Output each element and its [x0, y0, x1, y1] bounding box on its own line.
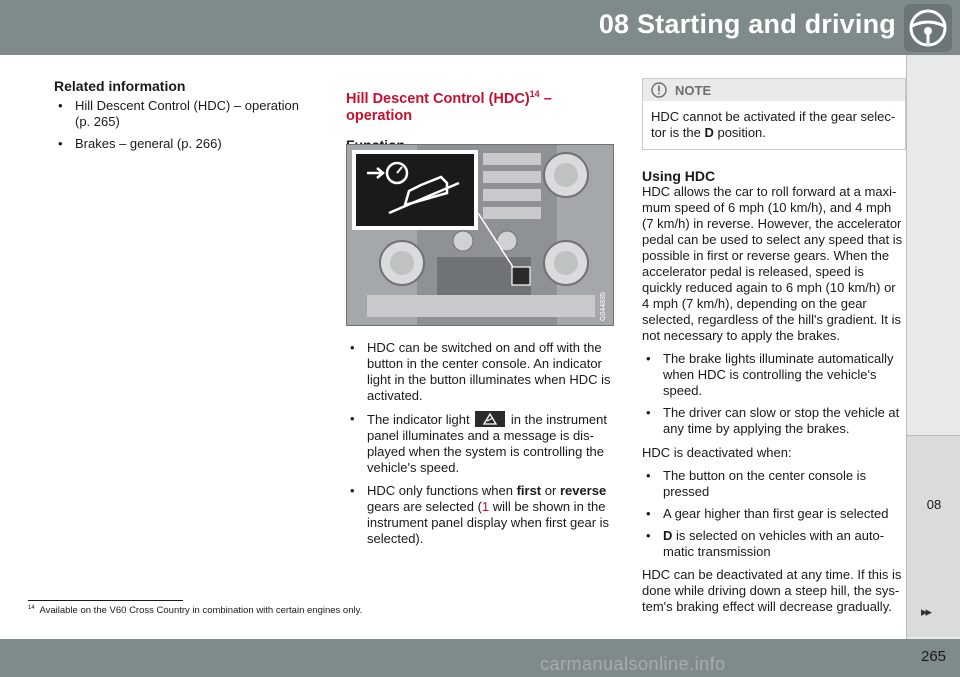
using-hdc-section	[642, 78, 906, 615]
related-information	[54, 78, 304, 152]
chapter-tab-box	[907, 435, 960, 637]
deactivation-bullet: • The button on the center console is pressed	[642, 468, 906, 500]
function-bullet: • HDC can be switched on and off with the button in the center console. An indicator light in the button illuminates when HDC is activated.	[346, 340, 614, 404]
function-bullet: • The indicator light in the instrument panel illuminates and a message is dis-played when the system is controlling the vehicle's speed.	[346, 411, 614, 476]
hdc-function-list	[346, 334, 614, 547]
page-number: 265	[921, 648, 947, 665]
footnote-rule	[28, 600, 183, 601]
center-console-photo	[346, 144, 614, 326]
related-information-heading: Related information	[54, 78, 186, 94]
console-illustration	[347, 145, 614, 326]
chapter-header	[0, 0, 960, 55]
section-title: Hill Descent Control (HDC)$^{14}$ – operation	[346, 89, 552, 124]
deactivated-when-text: HDC is deactivated when:	[642, 445, 792, 460]
hdc-operation-section	[346, 78, 614, 153]
note-box	[642, 78, 906, 150]
function-bullet: • HDC only functions when first or reverse gears are selected (1 will be shown in the instrument panel display when first gear is selected).	[346, 483, 614, 547]
steering-wheel-icon	[904, 4, 952, 52]
hdc-indicator-icon	[475, 411, 505, 427]
watermark: carmanualsonline.info	[540, 654, 726, 674]
note-text: HDC cannot be activated if the gear selec-tor is the D position.	[651, 109, 896, 140]
info-icon	[651, 82, 667, 98]
note-label: NOTE	[675, 83, 712, 98]
deactivation-bullet: • A gear higher than first gear is selected	[642, 506, 906, 522]
using-hdc-bullet: • The driver can slow or stop the vehicle at any time by applying the brakes.	[642, 405, 906, 437]
chapter-tab-label: 08	[926, 497, 942, 512]
related-link[interactable]: • Hill Descent Control (HDC) – operation (p. 265)	[54, 98, 304, 130]
double-chevron-right-icon[interactable]: ▸▸	[921, 604, 931, 619]
using-hdc-bullet: • The brake lights illuminate automatically when HDC is controlling the vehicle's speed.	[642, 351, 906, 399]
deactivation-paragraph: HDC can be deactivated at any time. If this is done while driving down a steep hill, the sys-tem's braking effect will decrease gradually.	[642, 567, 902, 614]
note-header	[643, 79, 905, 101]
deactivation-bullet: • D is selected on vehicles with an auto-matic transmission	[642, 528, 906, 560]
page-footer	[0, 639, 960, 677]
footnote: $^{14}$ Available on the V60 Cross Country in combination with certain engines only.	[28, 605, 363, 617]
using-hdc-heading: Using HDC	[642, 168, 716, 184]
related-link[interactable]: • Brakes – general (p. 266)	[54, 136, 304, 152]
using-hdc-paragraph: HDC allows the car to roll forward at a maxi-mum speed of 6 mph (10 km/h), and 4 mph (7 km/h) in reverse. However, the accelerator pedal can be used to select any speed that is possible in first or reverse gears. When the accelerator pedal is released, speed is quickly reduced again to 6 mph (10 km/h) or 4 mph (7 km/h), depending on the gear selected, regardless of the hill's gradient. It is not necessary to apply the brakes.	[642, 184, 903, 343]
image-code: G044835	[600, 292, 607, 321]
chapter-title: 08 Starting and driving	[598, 9, 896, 39]
chapter-side-tab	[906, 55, 960, 639]
